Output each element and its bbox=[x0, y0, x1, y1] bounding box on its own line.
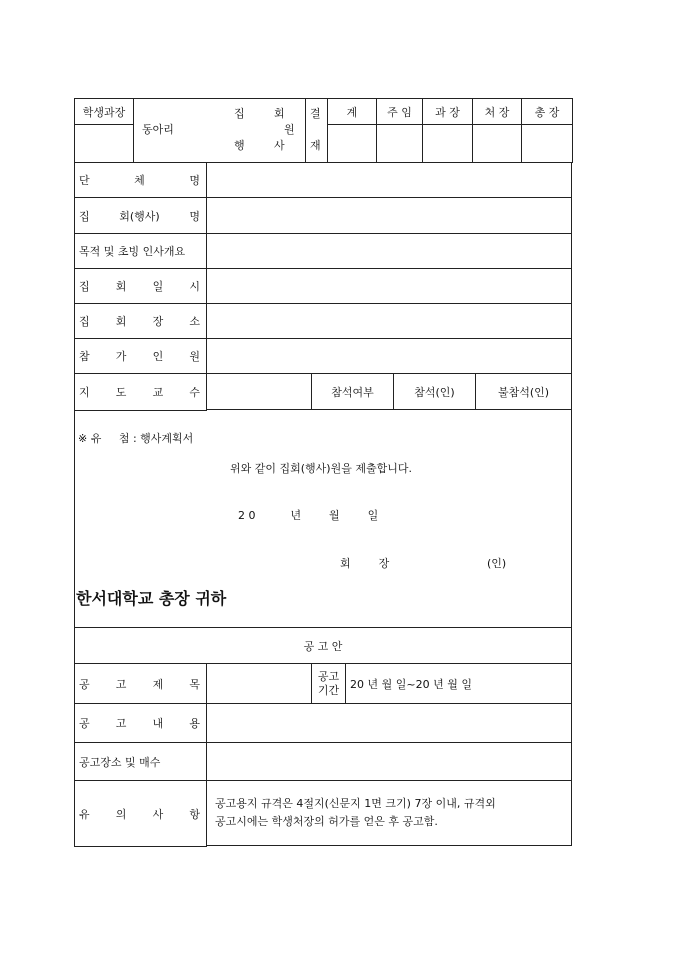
label-text: 공고장소 및 매수 bbox=[79, 755, 161, 769]
label-text: 목적 및 초빙 인사개요 bbox=[79, 245, 186, 258]
label-char: 명 bbox=[189, 174, 200, 187]
row-label bbox=[74, 233, 207, 269]
label-char: 수 bbox=[189, 386, 200, 399]
absent-field[interactable] bbox=[475, 373, 572, 410]
label-text: 기간 bbox=[317, 683, 340, 697]
title-text: 공 고 안 bbox=[303, 639, 343, 653]
label-char: 공 bbox=[79, 717, 90, 730]
row-field[interactable] bbox=[206, 233, 572, 269]
label-char: 회(행사) bbox=[119, 209, 160, 223]
label-char: 집 bbox=[79, 209, 90, 223]
club-label: 동아리 bbox=[142, 123, 174, 136]
label-char: 소 bbox=[189, 315, 200, 328]
label-text: 불참석(인) bbox=[497, 385, 550, 399]
approver-title: 주 임 bbox=[387, 105, 412, 119]
approver-header bbox=[472, 98, 522, 125]
label-char: 가 bbox=[115, 350, 127, 363]
approver-header bbox=[521, 98, 573, 125]
row-field[interactable] bbox=[206, 162, 572, 198]
caution-text bbox=[206, 780, 572, 846]
student-manager-label bbox=[74, 98, 134, 125]
notice-row-label bbox=[74, 703, 207, 743]
row-label bbox=[74, 268, 207, 304]
approval-char: 재 bbox=[310, 139, 321, 152]
caution-line: 공고시에는 학생처장의 허가를 얻은 후 공고함. bbox=[215, 815, 438, 828]
label-char: 용 bbox=[189, 717, 200, 730]
club-gathering-cell bbox=[133, 98, 306, 163]
row-label bbox=[74, 338, 207, 374]
notice-title bbox=[74, 627, 572, 664]
label-char: 고 bbox=[115, 717, 127, 730]
label-char: 일 bbox=[152, 280, 164, 293]
label-char: 의 bbox=[115, 807, 127, 821]
addressee: 한서대학교 총장 귀하 bbox=[76, 589, 227, 608]
approver-title: 처 장 bbox=[484, 105, 510, 119]
label-char: 참 bbox=[79, 350, 90, 363]
label-char: 사 bbox=[152, 807, 164, 821]
notice-title-field[interactable] bbox=[206, 663, 312, 704]
approver-title: 과 장 bbox=[435, 105, 460, 119]
date-line: 2 0 년 월 일 bbox=[238, 509, 379, 522]
label-char: 제 bbox=[152, 677, 164, 691]
label-char: 집 bbox=[79, 280, 90, 293]
gathering-char: 집 bbox=[234, 107, 245, 120]
attendance-label bbox=[311, 373, 394, 410]
label-char: 고 bbox=[115, 677, 127, 691]
row-field[interactable] bbox=[206, 338, 572, 374]
label-char: 시 bbox=[189, 280, 200, 293]
label-char: 공 bbox=[79, 677, 90, 691]
approver-header bbox=[376, 98, 423, 125]
approver-header bbox=[327, 98, 377, 125]
approver-sign-cell[interactable] bbox=[327, 124, 377, 163]
approver-title: 계 bbox=[346, 105, 358, 119]
gathering-char: 회 bbox=[274, 107, 285, 120]
caution-line: 공고용지 규격은 4절지(신문지 1면 크기) 7장 이내, 규격외 bbox=[215, 797, 496, 810]
notice-row-label bbox=[74, 742, 207, 781]
label-char: 도 bbox=[115, 386, 127, 399]
approval-label bbox=[305, 98, 328, 163]
approver-sign-cell[interactable] bbox=[422, 124, 473, 163]
attend-field[interactable] bbox=[393, 373, 476, 410]
label-char: 원 bbox=[189, 350, 200, 363]
row-label bbox=[74, 303, 207, 339]
row-label bbox=[74, 197, 207, 234]
label-text: 학생과장 bbox=[82, 105, 126, 119]
notice-content-field[interactable] bbox=[206, 703, 572, 743]
approver-title: 총 장 bbox=[534, 105, 560, 119]
event-char: 사 bbox=[274, 139, 285, 152]
approval-char: 결 bbox=[310, 107, 321, 120]
row-field[interactable] bbox=[206, 303, 572, 339]
label-char: 내 bbox=[152, 717, 164, 730]
row-field[interactable] bbox=[206, 197, 572, 234]
approver-header bbox=[422, 98, 473, 125]
label-char: 장 bbox=[152, 315, 164, 328]
label-char: 체 bbox=[134, 174, 145, 187]
student-manager-sign-cell bbox=[74, 124, 134, 163]
event-char: 행 bbox=[234, 139, 245, 152]
label-char: 목 bbox=[189, 677, 200, 691]
label-char: 단 bbox=[79, 174, 90, 187]
label-char: 인 bbox=[152, 350, 164, 363]
row-field[interactable] bbox=[206, 268, 572, 304]
seal-mark: (인) bbox=[487, 557, 507, 570]
label-char: 항 bbox=[189, 807, 200, 821]
won-char: 원 bbox=[284, 123, 295, 136]
label-char: 회 bbox=[115, 280, 127, 293]
statement-area bbox=[74, 409, 572, 628]
label-text: 공고 bbox=[317, 669, 340, 683]
label-char: 회 bbox=[115, 315, 127, 328]
notice-row-label bbox=[74, 663, 207, 704]
label-char: 지 bbox=[79, 386, 90, 399]
approver-sign-cell[interactable] bbox=[376, 124, 423, 163]
label-char: 유 bbox=[79, 807, 90, 821]
label-text: 참석(인) bbox=[414, 385, 455, 399]
row-label bbox=[74, 373, 207, 411]
label-char: 집 bbox=[79, 315, 90, 328]
attachment-note: ※ 유 첨 : 행사계획서 bbox=[78, 432, 194, 445]
advisor-field[interactable] bbox=[206, 373, 312, 410]
period-text: 20 년 월 일~20 년 월 일 bbox=[350, 677, 472, 691]
row-label bbox=[74, 162, 207, 198]
president-label: 회 장 bbox=[340, 557, 390, 570]
label-char: 명 bbox=[189, 209, 200, 223]
statement-text: 위와 같이 집회(행사)원을 제출합니다. bbox=[230, 462, 412, 475]
label-text: 참석여부 bbox=[331, 385, 374, 399]
period-label bbox=[311, 663, 346, 704]
approver-sign-cell[interactable] bbox=[521, 124, 573, 163]
period-field[interactable] bbox=[345, 663, 572, 704]
approver-sign-cell[interactable] bbox=[472, 124, 522, 163]
notice-place-field[interactable] bbox=[206, 742, 572, 781]
notice-row-label bbox=[74, 780, 207, 847]
label-char: 교 bbox=[152, 386, 164, 399]
